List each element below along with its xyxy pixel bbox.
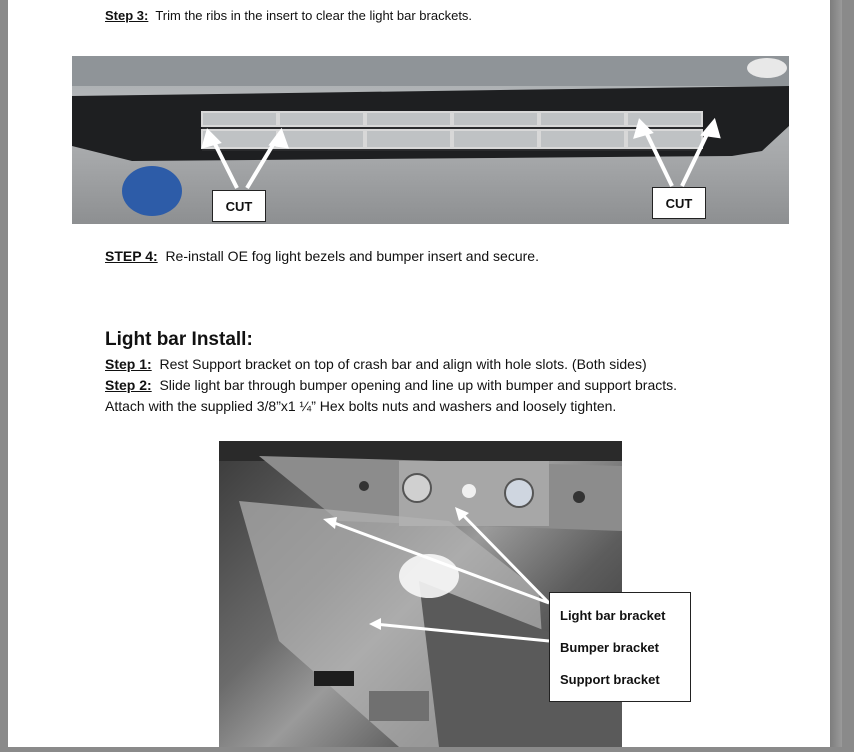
install-step2-text: Slide light bar through bumper opening and line up with bumper and support bracts. bbox=[159, 377, 678, 393]
step3-label: Step 3: bbox=[105, 8, 149, 23]
bracket-photo bbox=[219, 441, 666, 747]
step3-line bbox=[105, 8, 472, 23]
bumper-insert-photo bbox=[72, 56, 789, 224]
install-step1-line bbox=[105, 356, 647, 372]
install-step2-continuation: Attach with the supplied 3/8”x1 ¼” Hex bolts nuts and washers and loosely tighten. bbox=[105, 398, 617, 414]
step3-text: Trim the ribs in the insert to clear the light bar brackets. bbox=[155, 8, 473, 23]
install-step1-text: Rest Support bracket on top of crash bar and align with hole slots. (Both sides) bbox=[159, 356, 647, 372]
install-step2-line bbox=[105, 377, 677, 393]
step4-line bbox=[105, 248, 539, 264]
bracket-labels-box bbox=[549, 592, 691, 702]
install-step1-label: Step 1: bbox=[105, 356, 152, 372]
step4-label: STEP 4: bbox=[105, 248, 158, 264]
document-page bbox=[8, 0, 842, 747]
label-light-bar-bracket: Light bar bracket bbox=[560, 607, 666, 623]
cut-label-left: CUT bbox=[212, 190, 266, 222]
cut-label-right: CUT bbox=[652, 187, 706, 219]
label-support-bracket: Support bracket bbox=[560, 671, 660, 687]
page-right-edge bbox=[830, 0, 842, 747]
label-bumper-bracket: Bumper bracket bbox=[560, 639, 659, 655]
install-step2-label: Step 2: bbox=[105, 377, 152, 393]
step4-text: Re-install OE fog light bezels and bumper insert and secure. bbox=[165, 248, 539, 264]
install-heading: Light bar Install: bbox=[105, 329, 253, 350]
